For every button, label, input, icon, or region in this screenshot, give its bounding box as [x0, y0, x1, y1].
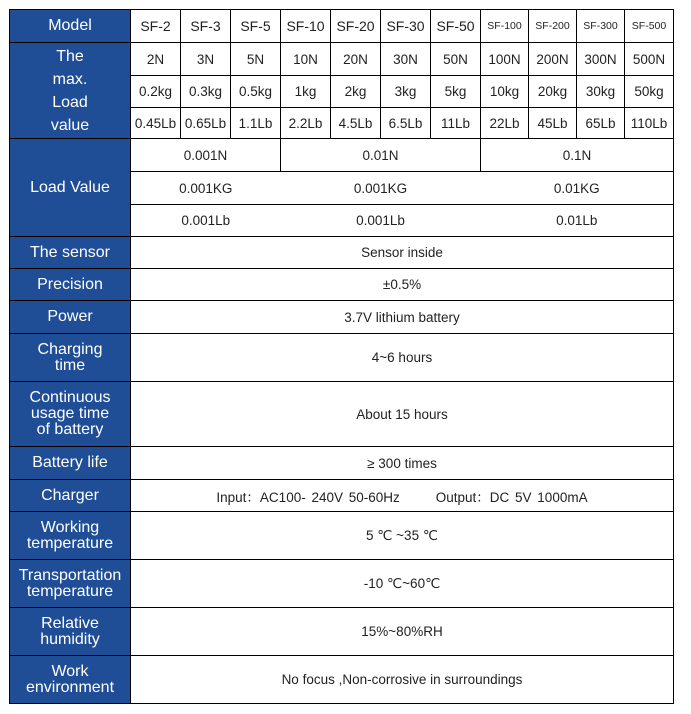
power-value: 3.7V lithium battery [131, 301, 674, 334]
precision-row [10, 269, 674, 301]
max-load-newton-row [10, 43, 674, 76]
sensor-label: The sensor [10, 237, 131, 269]
max-load-lb: 6.5Lb [381, 108, 431, 139]
charger-input: Input：AC100- 240V 50-60Hz [216, 489, 400, 505]
max-load-newton: 50N [431, 43, 481, 76]
max-load-lb: 65Lb [577, 108, 625, 139]
charger-output: Output：DC 5V 1000mA [435, 489, 588, 505]
resolution-label: Load Value [10, 139, 131, 237]
model-label: Model [10, 10, 131, 43]
battery-life-row [10, 447, 674, 480]
power-row [10, 301, 674, 334]
continuous-usage-row [10, 382, 674, 447]
max-load-newton: 2N [131, 43, 181, 76]
battery-life-label: Battery life [10, 447, 131, 480]
resolution-newton: 0.001N [131, 139, 281, 172]
charging-time-value: 4~6 hours [131, 334, 674, 382]
resolution-lb: 0.001Lb [131, 205, 281, 237]
model-sf-3: SF-3 [181, 10, 231, 43]
charger-value [131, 480, 674, 512]
max-load-newton: 100N [481, 43, 529, 76]
max-load-kg: 3kg [381, 76, 431, 108]
transportation-temperature-label: Transportation temperature [10, 560, 131, 608]
resolution-kg: 0.001KG [131, 172, 281, 205]
max-load-kg: 20kg [529, 76, 577, 108]
max-load-newton: 20N [331, 43, 381, 76]
max-load-lb: 0.65Lb [181, 108, 231, 139]
spec-table [9, 9, 674, 704]
resolution-kg: 0.01KG [481, 172, 674, 205]
max-load-lb: 2.2Lb [281, 108, 331, 139]
relative-humidity-label: Relative humidity [10, 608, 131, 656]
model-sf-300: SF-300 [577, 10, 625, 43]
model-sf-200: SF-200 [529, 10, 577, 43]
resolution-lb: 0.001Lb [281, 205, 481, 237]
charging-time-row [10, 334, 674, 382]
relative-humidity-row [10, 608, 674, 656]
max-load-kg: 0.5kg [231, 76, 281, 108]
charging-time-label: Charging time [10, 334, 131, 382]
resolution-kg: 0.001KG [281, 172, 481, 205]
max-load-newton: 30N [381, 43, 431, 76]
model-sf-10: SF-10 [281, 10, 331, 43]
model-row [10, 10, 674, 43]
max-load-lb: 0.45Lb [131, 108, 181, 139]
max-load-kg: 0.2kg [131, 76, 181, 108]
max-load-newton: 500N [625, 43, 674, 76]
max-load-lb: 4.5Lb [331, 108, 381, 139]
transportation-temperature-row [10, 560, 674, 608]
model-sf-50: SF-50 [431, 10, 481, 43]
working-temperature-row [10, 512, 674, 560]
precision-value: ±0.5% [131, 269, 674, 301]
max-load-lb: 22Lb [481, 108, 529, 139]
max-load-newton: 10N [281, 43, 331, 76]
max-load-kg: 5kg [431, 76, 481, 108]
work-environment-value: No focus ,Non-corrosive in surroundings [131, 656, 674, 704]
max-load-lb: 110Lb [625, 108, 674, 139]
resolution-newton: 0.01N [281, 139, 481, 172]
max-load-label: The max. Load value [10, 43, 131, 139]
charger-label: Charger [10, 480, 131, 512]
max-load-lb: 11Lb [431, 108, 481, 139]
max-load-kg: 10kg [481, 76, 529, 108]
working-temperature-label: Working temperature [10, 512, 131, 560]
resolution-newton: 0.1N [481, 139, 674, 172]
sensor-row [10, 237, 674, 269]
continuous-usage-value: About 15 hours [131, 382, 674, 447]
resolution-lb: 0.01Lb [481, 205, 674, 237]
max-load-kg: 1kg [281, 76, 331, 108]
resolution-newton-row [10, 139, 674, 172]
work-environment-label: Work environment [10, 656, 131, 704]
max-load-kg: 30kg [577, 76, 625, 108]
relative-humidity-value: 15%~80%RH [131, 608, 674, 656]
sensor-value: Sensor inside [131, 237, 674, 269]
max-load-newton: 3N [181, 43, 231, 76]
model-sf-5: SF-5 [231, 10, 281, 43]
work-environment-row [10, 656, 674, 704]
max-load-newton: 200N [529, 43, 577, 76]
continuous-usage-label: Continuous usage time of battery [10, 382, 131, 447]
max-load-lb: 1.1Lb [231, 108, 281, 139]
max-load-kg: 50kg [625, 76, 674, 108]
transportation-temperature-value: -10 ℃~60℃ [131, 560, 674, 608]
model-sf-30: SF-30 [381, 10, 431, 43]
power-label: Power [10, 301, 131, 334]
charger-row [10, 480, 674, 512]
max-load-kg: 0.3kg [181, 76, 231, 108]
model-sf-100: SF-100 [481, 10, 529, 43]
model-sf-500: SF-500 [625, 10, 674, 43]
battery-life-value: ≥ 300 times [131, 447, 674, 480]
max-load-lb: 45Lb [529, 108, 577, 139]
max-load-newton: 300N [577, 43, 625, 76]
model-sf-2: SF-2 [131, 10, 181, 43]
max-load-newton: 5N [231, 43, 281, 76]
precision-label: Precision [10, 269, 131, 301]
max-load-kg: 2kg [331, 76, 381, 108]
working-temperature-value: 5 ℃ ~35 ℃ [131, 512, 674, 560]
model-sf-20: SF-20 [331, 10, 381, 43]
